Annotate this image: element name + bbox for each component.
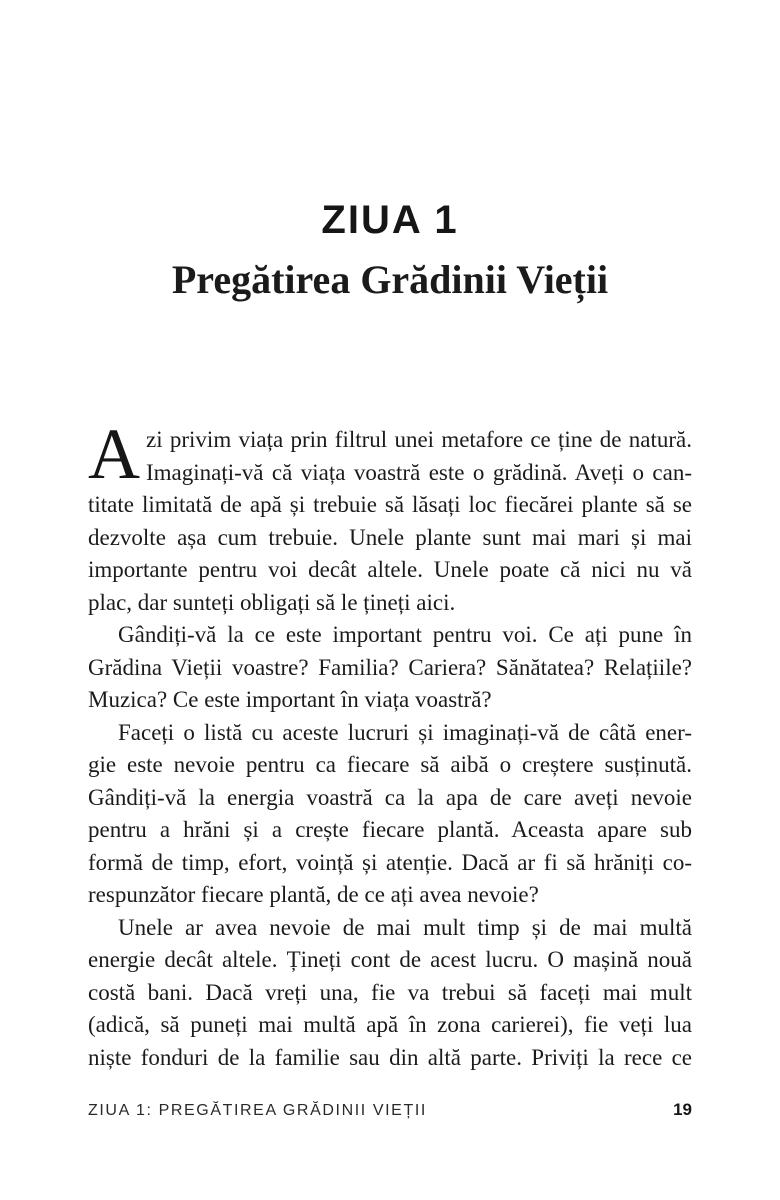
running-title: ZIUA 1: PREGĂTIREA GRĂDINII VIEȚII: [88, 1102, 427, 1119]
text-line: importante pentru voi decât altele. Unele poate că nici nu vă: [88, 557, 692, 582]
text-line: Faceți o listă cu aceste lucruri și imaginați-vă de câtă ener-: [118, 719, 692, 745]
chapter-title: ZIUA 1: [321, 198, 459, 242]
text-line: Imaginați-vă că viața voastră este o grădină. Aveți o can-: [146, 459, 692, 485]
text-line: energie decât altele. Țineți cont de acest lucru. O mașină nouă: [88, 947, 692, 972]
text-line: Unele ar avea nevoie de mai mult timp și de mai multă: [118, 914, 692, 940]
text-line: (adică, să puneți mai multă apă în zona carierei), fie veți lua: [88, 1012, 692, 1037]
text-line: titate limitată de apă și trebuie să lăsați loc fiecărei plante să se: [88, 492, 692, 517]
text-line: niște fonduri de la familie sau din altă parte. Priviți la rece ce: [88, 1044, 692, 1070]
paragraph: [88, 912, 692, 1075]
text-line: Gândiți-vă la ce este important pentru voi. Ce ați pune în: [118, 622, 692, 647]
text-line: Gândiți-vă la energia voastră ca la apa de care aveți nevoie: [88, 784, 692, 810]
text-line: Muzica? Ce este important în viața voastră?: [88, 687, 492, 712]
page-footer: [88, 1098, 692, 1123]
text-line: Grădina Vieții voastre? Familia? Cariera? Sănătatea? Relațiile?: [88, 654, 692, 680]
paragraph: [88, 717, 692, 912]
paragraph: [88, 414, 692, 619]
text-line: costă bani. Dacă vreți una, fie va trebui să faceți mai mult: [88, 979, 692, 1005]
text-line: pentru a hrăni și a crește fiecare plantă. Aceasta apare sub: [88, 817, 692, 842]
page-number: 19: [673, 1100, 692, 1119]
drop-cap: A: [88, 414, 140, 494]
body-text: [88, 414, 692, 1074]
text-line: dezvolte așa cum trebuie. Unele plante sunt mai mari și mai: [88, 524, 692, 550]
paragraph: [88, 619, 692, 717]
text-line: respunzător fiecare plantă, de ce ați avea nevoie?: [88, 882, 539, 907]
text-line: zi privim viața prin filtrul unei metafore ce ține de natură.: [146, 427, 692, 452]
chapter-subtitle: Pregătirea Grădinii Vieții: [171, 257, 609, 302]
text-line: plac, dar sunteți obligați să le țineți aici.: [88, 589, 456, 615]
text-line: gie este nevoie pentru ca fiecare să aibă o creștere susținută.: [88, 752, 692, 777]
text-line: formă de timp, efort, voință și atenție. Dacă ar fi să hrăniți co-: [88, 849, 692, 875]
